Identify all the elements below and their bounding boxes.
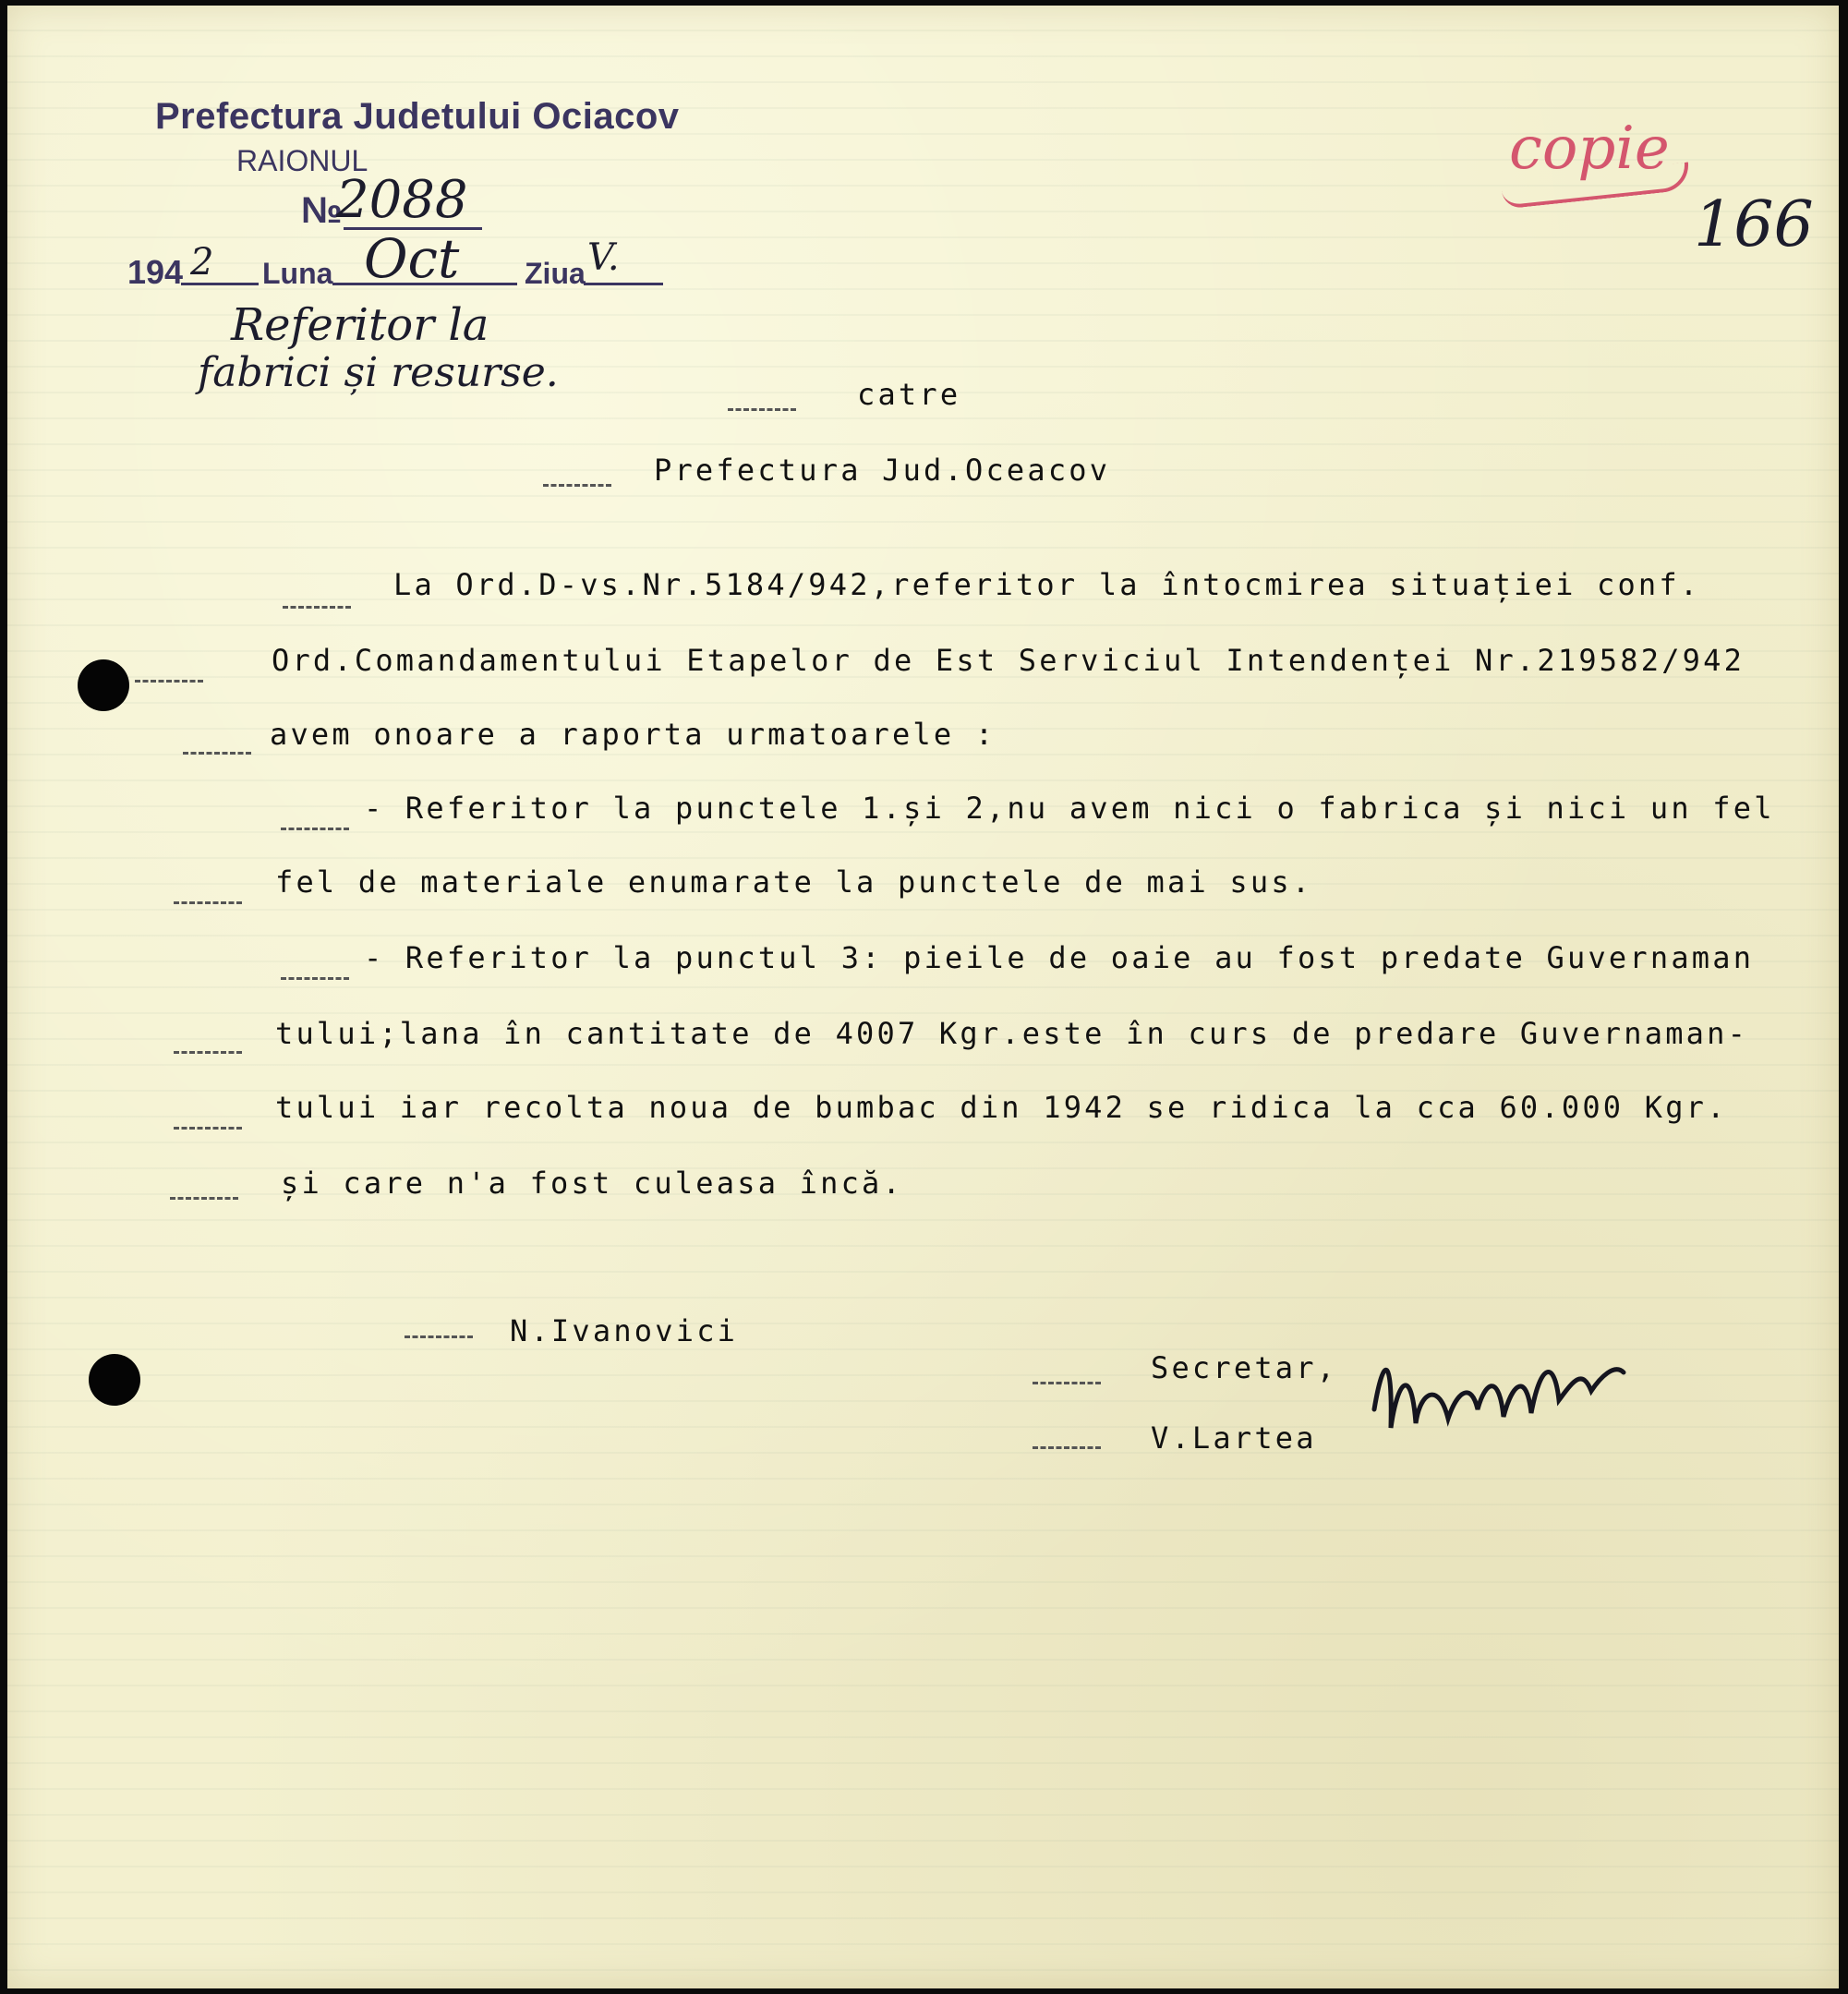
body-line-4: - Referitor la punctele 1.și 2,nu avem nici o fabrica și nici un fel (364, 791, 1775, 826)
body-line-2: Ord.Comandamentului Etapelor de Est Serviciul Intendenței Nr.219582/942 (272, 643, 1745, 678)
dash-leader (405, 1335, 473, 1338)
dash-leader (543, 484, 611, 487)
handwritten-subject-line-1: Referitor la (231, 299, 489, 351)
handwritten-day: V. (587, 236, 620, 279)
body-line-1: La Ord.D-vs.Nr.5184/942,referitor la întocmirea situației conf. (393, 567, 1701, 602)
dash-leader (170, 1197, 238, 1200)
stamp-raion: RAIONUL (236, 144, 368, 177)
signatory-name: N.Ivanovici (510, 1313, 739, 1348)
dash-leader (281, 828, 349, 830)
addressee-to: catre (857, 377, 961, 412)
folio-number: 166 (1694, 188, 1814, 261)
dash-leader (281, 977, 349, 980)
stamp-title: Prefectura Judetului Ociacov (155, 96, 680, 137)
stamp-month-label: Luna (262, 257, 333, 290)
dash-leader (1033, 1382, 1101, 1384)
handwritten-subject-line-2: fabrici și resurse. (198, 349, 559, 396)
dash-leader (283, 606, 351, 609)
dash-leader (1033, 1446, 1101, 1449)
dash-leader (183, 752, 251, 755)
document-page (7, 6, 1839, 1988)
dash-leader (135, 680, 203, 683)
secretary-signature (1365, 1345, 1642, 1456)
dash-leader (728, 408, 796, 411)
copie-annotation: copie (1509, 115, 1670, 183)
dash-leader (174, 1127, 242, 1130)
secretary-name: V.Lartea (1151, 1420, 1317, 1456)
body-line-9: și care n'a fost culeasa încă. (281, 1166, 903, 1201)
addressee-recipient: Prefectura Jud.Oceacov (654, 453, 1111, 488)
handwritten-year-digit: 2 (190, 241, 214, 284)
stamp-year-label: 194 (127, 253, 184, 291)
secretary-title: Secretar, (1151, 1350, 1338, 1385)
punch-hole-top (78, 659, 129, 711)
dash-leader (174, 1051, 242, 1054)
body-line-5: fel de materiale enumarate la punctele de mai sus. (275, 864, 1313, 900)
body-line-8: tului iar recolta noua de bumbac din 1942 se ridica la cca 60.000 Kgr. (275, 1090, 1728, 1125)
handwritten-month: Oct (364, 227, 460, 290)
dash-leader (174, 901, 242, 904)
stamp-day-label: Ziua (525, 257, 586, 290)
body-line-7: tului;lana în cantitate de 4007 Kgr.este în curs de predare Guvernaman- (275, 1016, 1749, 1051)
body-line-3: avem onoare a raporta urmatoarele : (270, 717, 996, 752)
stamp-day-line (584, 283, 663, 285)
body-line-6: - Referitor la punctul 3: pieile de oaie au fost predate Guvernaman (364, 940, 1755, 975)
stamp-number-label: № (301, 190, 343, 231)
punch-hole-bottom (89, 1354, 140, 1406)
handwritten-registry-number: 2088 (336, 170, 468, 230)
